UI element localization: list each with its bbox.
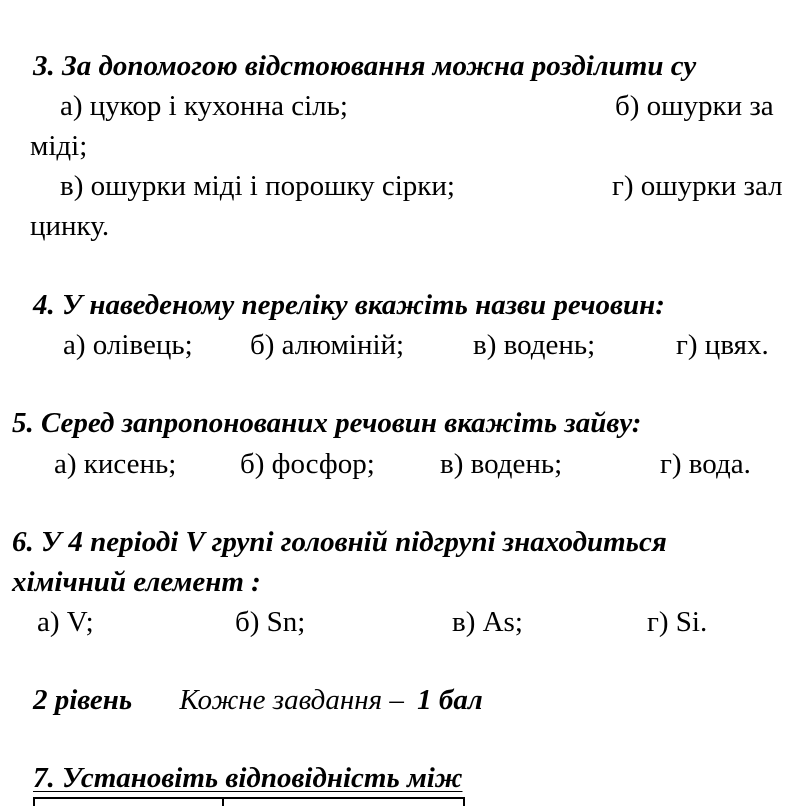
table-column-divider (222, 799, 224, 806)
question-5-option-v: в) водень; (440, 448, 563, 480)
question-5-option-g: г) вода. (660, 448, 751, 480)
question-6-title-line-1: 6. У 4 періоді V групі головній підгрупі знаходиться (12, 526, 667, 558)
question-4-option-a: а) олівець; (63, 329, 193, 361)
question-4-title: 4. У наведеному переліку вкажіть назви речовин: (33, 289, 665, 321)
question-4-option-v: в) водень; (473, 329, 596, 361)
question-6-title-line-2: хімічний елемент : (12, 566, 261, 598)
question-5-option-b: б) фосфор; (240, 448, 375, 480)
question-7-title: 7. Установіть відповідність між (33, 762, 463, 794)
question-3-option-b: б) ошурки за (615, 90, 774, 122)
level-2-header (33, 680, 483, 720)
matching-table (33, 797, 465, 806)
question-3-option-b-continued: міді; (30, 130, 88, 162)
question-4-option-g: г) цвях. (676, 329, 769, 361)
question-3-option-a: а) цукор і кухонна сіль; (60, 90, 348, 122)
question-3-option-v: в) ошурки міді і порошку сірки; (60, 170, 455, 202)
question-5-option-a: а) кисень; (54, 448, 177, 480)
question-6-option-a: а) V; (37, 606, 94, 638)
question-3-option-g-continued: цинку. (30, 210, 110, 242)
level-note: Кожне завдання – (179, 684, 404, 716)
question-3-title: 3. За допомогою відстоювання можна розділити су (33, 50, 697, 82)
question-3-option-g: г) ошурки зал (612, 170, 783, 202)
question-6-option-v: в) As; (452, 606, 523, 638)
question-4-option-b: б) алюміній; (250, 329, 405, 361)
question-6-option-b: б) Sn; (235, 606, 306, 638)
level-points: 1 бал (417, 684, 483, 716)
question-6-option-g: г) Si. (647, 606, 708, 638)
level-label: 2 рівень (33, 684, 133, 716)
question-5-title: 5. Серед запропонованих речовин вкажіть зайву: (12, 407, 642, 439)
